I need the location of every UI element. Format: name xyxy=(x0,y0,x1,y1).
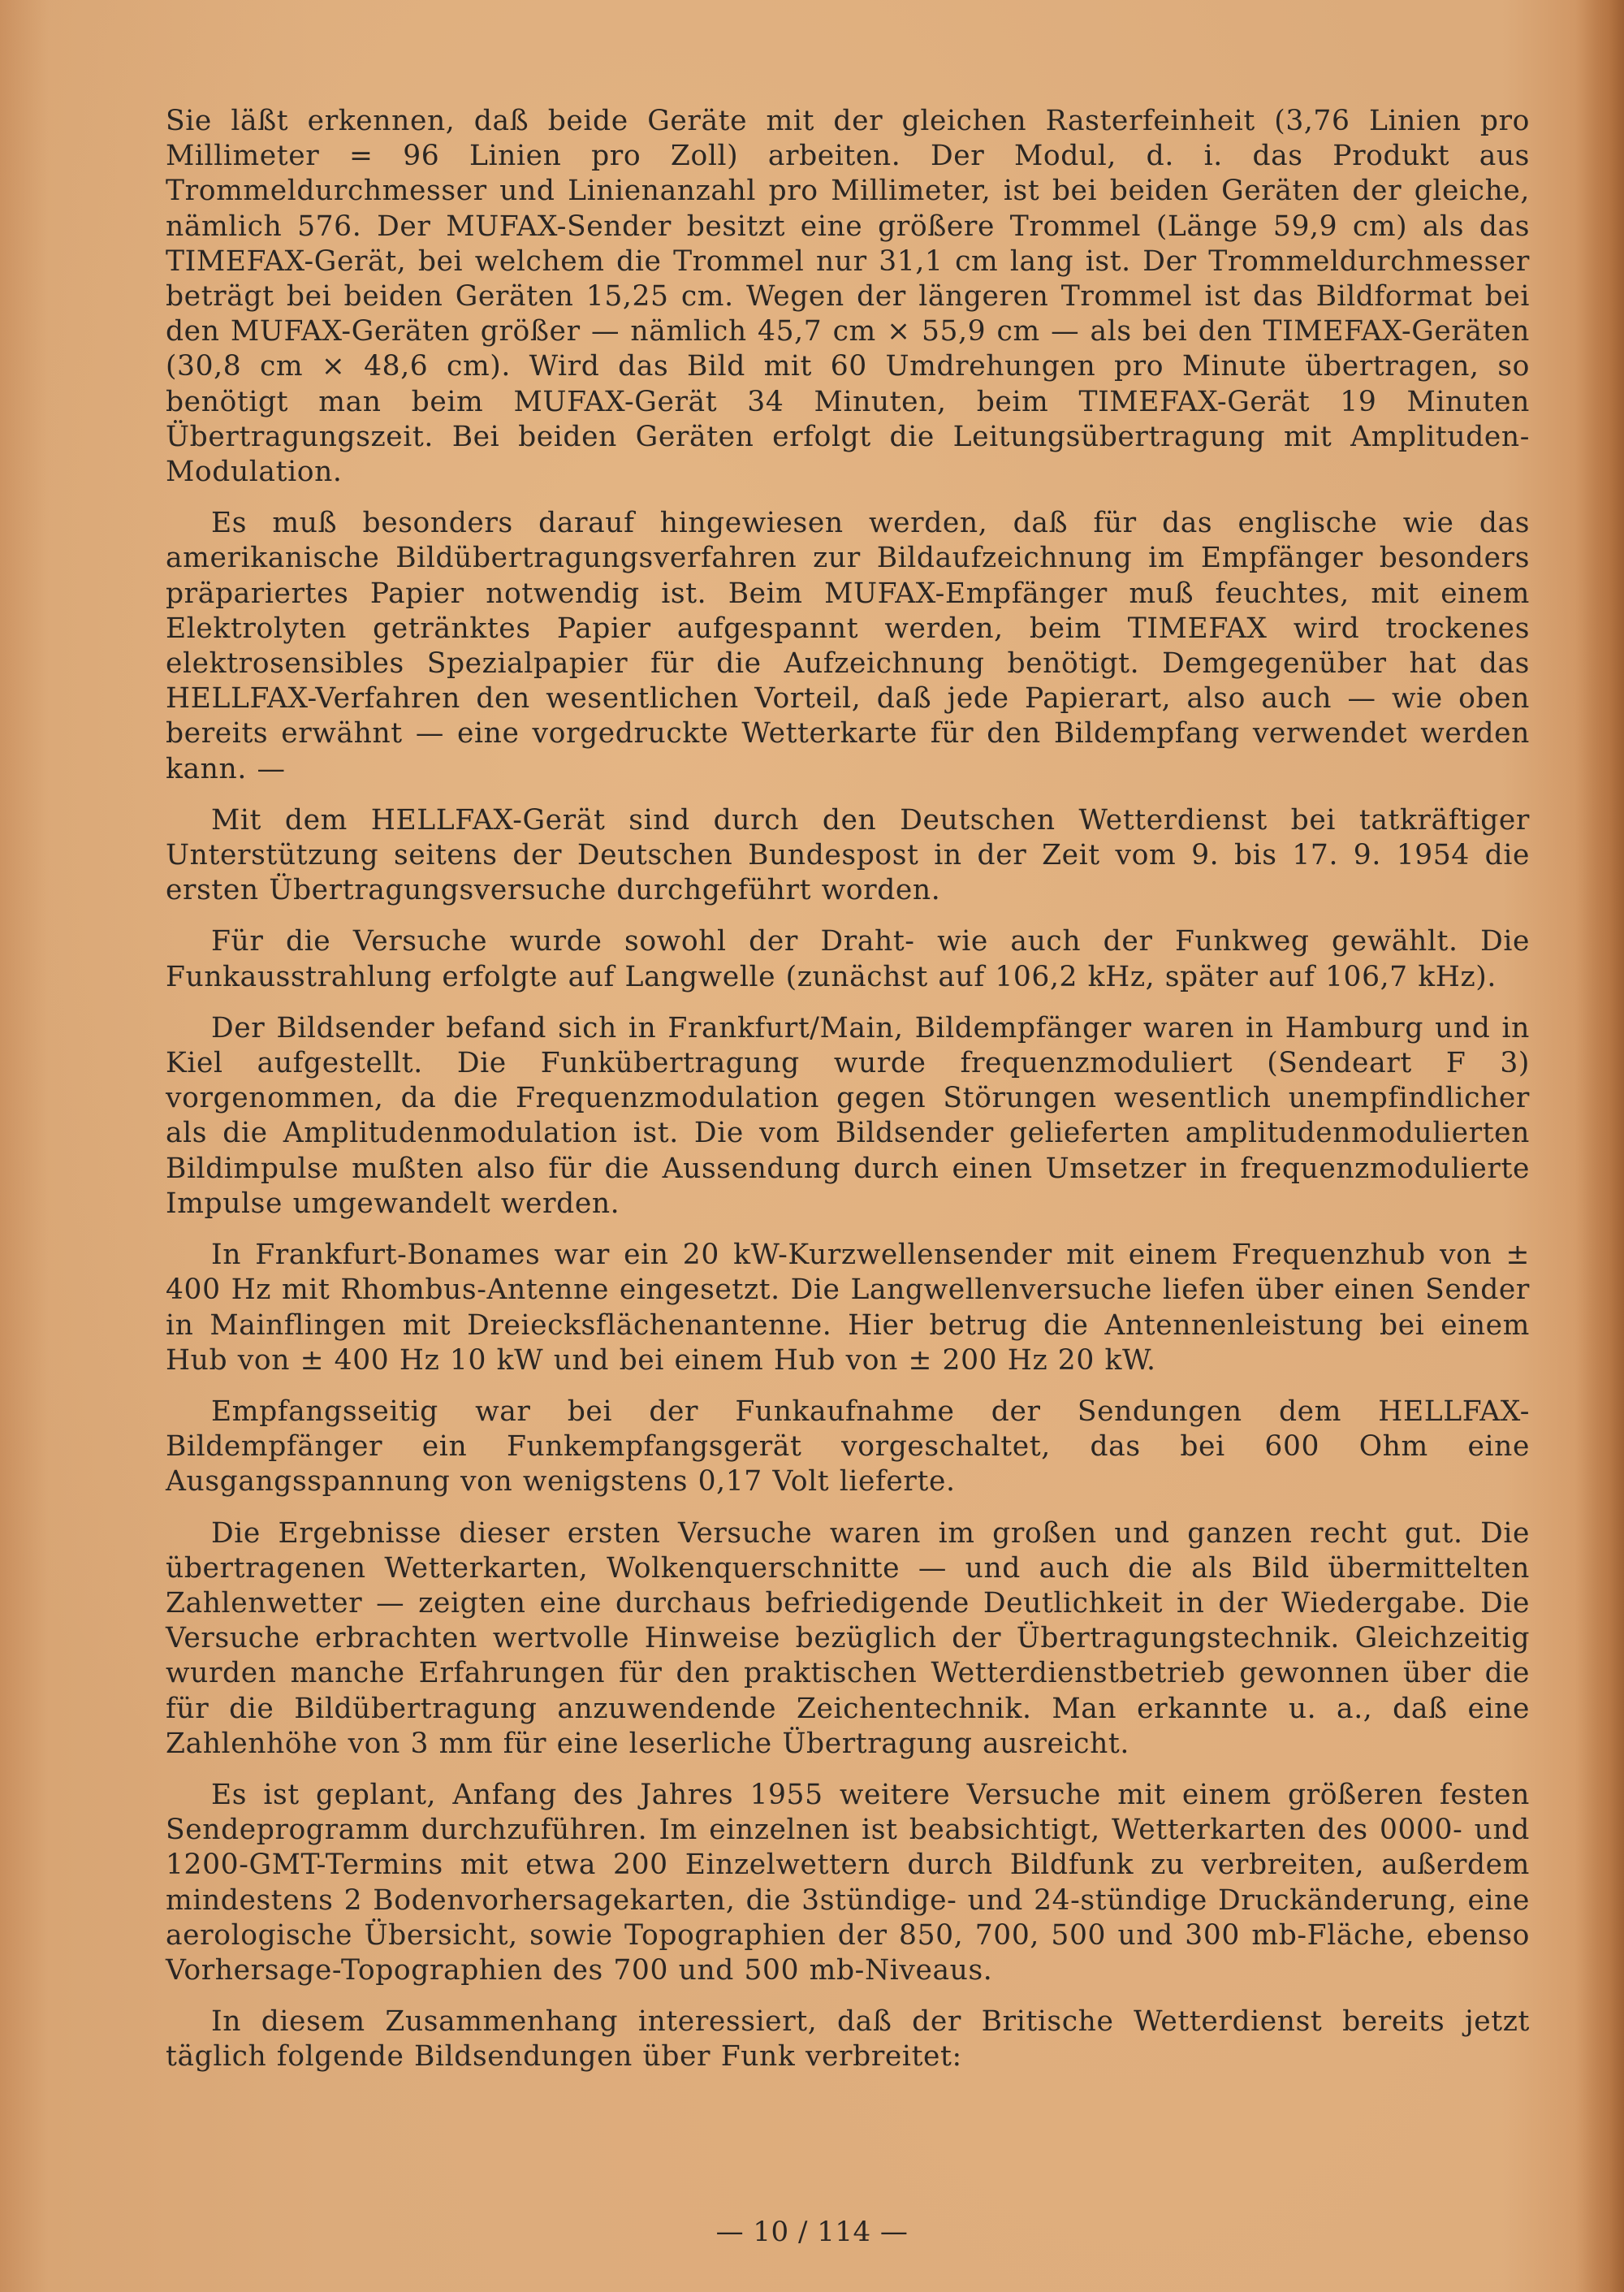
paragraph: In diesem Zusammenhang interessiert, daß der Britische Wetterdienst bereits jetzt täglich folgende Bildsendungen über Funk verbreitet: xyxy=(166,2005,1530,2074)
page-number: — 10 / 114 — xyxy=(715,2216,909,2248)
paragraph: Für die Versuche wurde sowohl der Draht- wie auch der Funkweg gewählt. Die Funkausstrahlung erfolgte auf Langwelle (zunächst auf 106,2 kHz, später auf 106,7 kHz). xyxy=(166,925,1530,993)
paragraph: Mit dem HELLFAX-Gerät sind durch den Deutschen Wetterdienst bei tatkräftiger Unterstützung seitens der Deutschen Bundespost in der Zeit vom 9. bis 17. 9. 1954 die ersten Übertragungsversuche durchgeführt worden. xyxy=(166,803,1530,907)
paragraph: Es muß besonders darauf hingewiesen werden, daß für das englische wie das amerikanische Bildübertragungsverfahren zur Bildaufzeichnung im Empfänger besonders präpariertes Papier notwendig ist. Beim MUFAX-Empfänger muß feuchtes, mit einem Elektrolyten getränktes Papier aufgespannt werden, beim TIMEFAX wird trockenes elektrosensibles Spezialpapier für die Aufzeichnung benötigt. Demgegenüber hat das HELLFAX-Verfahren den wesentlichen Vorteil, daß jede Papierart, also auch — wie oben bereits erwähnt — eine vorgedruckte Wetterkarte für den Bildempfang verwendet werden kann. — xyxy=(166,507,1530,785)
paragraph: Der Bildsender befand sich in Frankfurt/Main, Bildempfänger waren in Hamburg und in Kiel aufgestellt. Die Funkübertragung wurde frequenzmoduliert (Sendeart F 3) vorgenommen, da die Frequenzmodulation gegen Störungen wesentlich unempfindlicher als die Amplitudenmodulation ist. Die vom Bildsender gelieferten amplitudenmodulierten Bildimpulse mußten also für die Aussendung durch einen Umsetzer in frequenzmodulierte Impulse umgewandelt werden. xyxy=(166,1011,1530,1220)
paragraph: Sie läßt erkennen, daß beide Geräte mit der gleichen Rasterfeinheit (3,76 Linien pro Millimeter = 96 Linien pro Zoll) arbeiten. Der Modul, d. i. das Produkt aus Trommeldurchmesser und Linienanzahl pro Millimeter, ist bei beiden Geräten der gleiche, nämlich 576. Der MUFAX-Sender besitzt eine größere Trommel (Länge 59,9 cm) als das TIMEFAX-Gerät, bei welchem die Trommel nur 31,1 cm lang ist. Der Trommeldurchmesser beträgt bei beiden Geräten 15,25 cm. Wegen der längeren Trommel ist das Bildformat bei den MUFAX-Geräten größer — nämlich 45,7 cm × 55,9 cm — als bei den TIMEFAX-Geräten (30,8 cm × 48,6 cm). Wird das Bild mit 60 Umdrehungen pro Minute übertragen, so benötigt man beim MUFAX-Gerät 34 Minuten, beim TIMEFAX-Gerät 19 Minuten Übertragungszeit. Bei beiden Geräten erfolgt die Leitungsübertragung mit Amplituden-Modulation. xyxy=(166,105,1530,489)
page-edge-shadow xyxy=(1575,0,1624,2292)
paragraph: Die Ergebnisse dieser ersten Versuche waren im großen und ganzen recht gut. Die übertragenen Wetterkarten, Wolkenquerschnitte — und auch die als Bild übermittelten Zahlenwetter — zeigten eine durchaus befriedigende Deutlichkeit in der Wiedergabe. Die Versuche erbrachten wertvolle Hinweise bezüglich der Übertragungstechnik. Gleichzeitig wurden manche Erfahrungen für den praktischen Wetterdienstbetrieb gewonnen über die für die Bildübertragung anzuwendende Zeichentechnik. Man erkannte u. a., daß eine Zahlenhöhe von 3 mm für eine leserliche Übertragung ausreicht. xyxy=(166,1516,1530,1760)
paragraph: Es ist geplant, Anfang des Jahres 1955 weitere Versuche mit einem größeren festen Sendeprogramm durchzuführen. Im einzelnen ist beabsichtigt, Wetterkarten des 0000- und 1200-GMT-Termins mit etwa 200 Einzelwettern durch Bildfunk zu verbreiten, außerdem mindestens 2 Bodenvorhersagekarten, die 3stündige- und 24-stündige Druckänderung, eine aerologische Übersicht, sowie Topographien der 850, 700, 500 und 300 mb-Fläche, ebenso Vorhersage-Topographien des 700 und 500 mb-Niveaus. xyxy=(166,1778,1530,1987)
paragraph: Empfangsseitig war bei der Funkaufnahme der Sendungen dem HELLFAX-Bildempfänger ein Funkempfangsgerät vorgeschaltet, das bei 600 Ohm eine Ausgangsspannung von wenigstens 0,17 Volt lieferte. xyxy=(166,1395,1530,1498)
paragraph: In Frankfurt-Bonames war ein 20 kW-Kurzwellensender mit einem Frequenzhub von ± 400 Hz mit Rhombus-Antenne eingesetzt. Die Langwellenversuche liefen über einen Sender in Mainflingen mit Dreiecksflächenantenne. Hier betrug die Antennenleistung bei einem Hub von ± 400 Hz 10 kW und bei einem Hub von ± 200 Hz 20 kW. xyxy=(166,1239,1530,1377)
body-text xyxy=(166,104,1530,2091)
